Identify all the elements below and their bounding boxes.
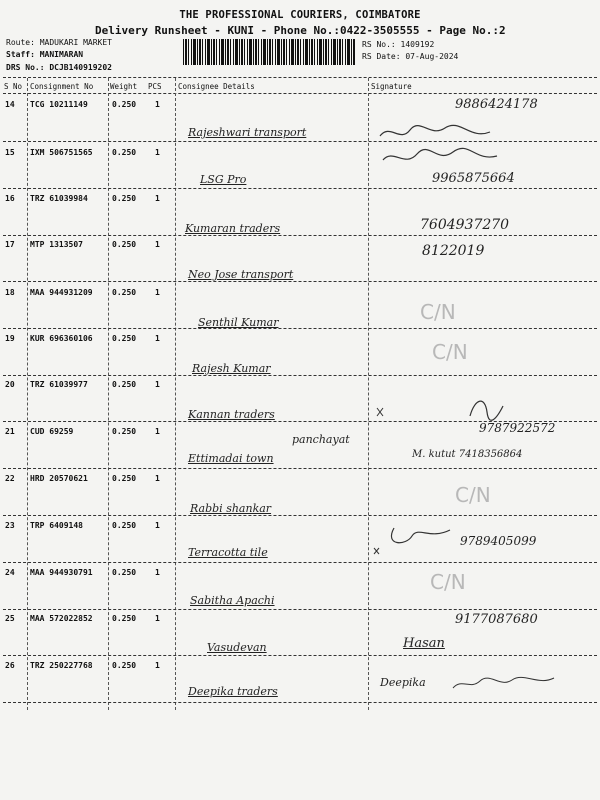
handwritten-phone: 9965875664 (432, 171, 515, 186)
row-consignment: KUR 696360106 (30, 334, 93, 343)
row-divider (3, 141, 597, 142)
handwritten-consignee: Terracotta tile (188, 546, 268, 559)
row-sno: 26 (5, 661, 15, 670)
route-line (6, 38, 112, 47)
signature-scribble (372, 516, 462, 556)
row-pcs: 1 (155, 427, 160, 436)
rs-date-value: 07-Aug-2024 (405, 52, 459, 61)
rs-date-label: RS Date: (362, 52, 401, 61)
col-pcs: PCS (148, 82, 162, 91)
row-divider (3, 281, 597, 282)
row-consignment: TCG 10211149 (30, 100, 88, 109)
row-consignment: HRD 20570621 (30, 474, 88, 483)
rs-no-label: RS No.: (362, 40, 396, 49)
row-divider (3, 235, 597, 236)
row-weight: 0.250 (112, 380, 137, 389)
row-pcs: 1 (155, 568, 160, 577)
row-sno: 19 (5, 334, 15, 343)
row-weight: 0.250 (112, 661, 137, 670)
row-weight: 0.250 (112, 614, 137, 623)
row-divider (3, 702, 597, 703)
staff-label: Staff: (6, 50, 35, 59)
row-sno: 23 (5, 521, 15, 530)
row-divider (3, 609, 597, 610)
handwritten-consignee: Rajesh Kumar (192, 362, 271, 375)
handwritten-phone: 7604937270 (420, 217, 510, 233)
row-sno: 24 (5, 568, 15, 577)
row-weight: 0.250 (112, 100, 137, 109)
row-divider (3, 328, 597, 329)
row-sno: 20 (5, 380, 15, 389)
row-weight: 0.250 (112, 568, 137, 577)
handwritten-consignee: Sabitha Apachi (190, 594, 275, 607)
row-pcs: 1 (155, 380, 160, 389)
row-pcs: 1 (155, 288, 160, 297)
column-divider (175, 78, 176, 710)
row-weight: 0.250 (112, 288, 137, 297)
cn-mark: C/N (430, 570, 466, 594)
column-divider (27, 78, 28, 710)
row-sno: 22 (5, 474, 15, 483)
staff-value: MANIMARAN (39, 50, 84, 59)
rs-date-line (362, 52, 458, 61)
row-pcs: 1 (155, 148, 160, 157)
row-pcs: 1 (155, 100, 160, 109)
row-pcs: 1 (155, 614, 160, 623)
row-pcs: 1 (155, 240, 160, 249)
handwritten-signature: Hasan (403, 636, 445, 651)
row-weight: 0.250 (112, 194, 137, 203)
row-divider (3, 468, 597, 469)
row-weight: 0.250 (112, 148, 137, 157)
col-consignment: Consignment No (30, 82, 94, 91)
row-pcs: 1 (155, 194, 160, 203)
row-divider (3, 515, 597, 516)
row-consignment: MAA 572022852 (30, 614, 93, 623)
handwritten-phone: 9787922572 (479, 421, 556, 435)
row-consignment: TRZ 61039977 (30, 380, 88, 389)
row-weight: 0.250 (112, 240, 137, 249)
row-consignment: MAA 944931209 (30, 288, 93, 297)
row-consignment: MTP 1313507 (30, 240, 83, 249)
drs-value: DCJB140919202 (49, 63, 112, 72)
row-weight: 0.250 (112, 427, 137, 436)
row-divider (3, 188, 597, 189)
handwritten-consignee: Kumaran traders (185, 222, 281, 235)
cn-mark: C/N (420, 300, 456, 324)
row-sno: 15 (5, 148, 15, 157)
handwritten-consignee: Neo Jose transport (188, 268, 294, 281)
row-weight: 0.250 (112, 474, 137, 483)
handwritten-phone: 8122019 (422, 243, 485, 259)
row-sno: 17 (5, 240, 15, 249)
row-divider (3, 655, 597, 656)
signature-scribble (375, 388, 515, 424)
company-title: THE PROFESSIONAL COURIERS, COIMBATORE (179, 9, 421, 21)
handwritten-phone: 9886424178 (455, 97, 538, 112)
drs-label: DRS No.: (6, 63, 45, 72)
row-consignment: MAA 944930791 (30, 568, 93, 577)
handwritten-consignee: panchayat (292, 433, 350, 446)
rs-no-value: 1409192 (400, 40, 435, 49)
handwritten-signature: Deepika (380, 676, 426, 689)
handwritten-consignee: Rabbi shankar (190, 502, 272, 515)
handwritten-consignee: Ettimadai town (188, 452, 274, 465)
row-sno: 16 (5, 194, 15, 203)
handwritten-phone: 9177087680 (455, 612, 538, 627)
row-consignment: IXM 506751565 (30, 148, 93, 157)
row-sno: 18 (5, 288, 15, 297)
col-consignee: Consignee Details (178, 82, 255, 91)
header-top-rule (3, 77, 597, 78)
row-consignment: CUD 69259 (30, 427, 74, 436)
row-divider (3, 375, 597, 376)
row-divider (3, 562, 597, 563)
row-consignment: TRP 6409148 (30, 521, 83, 530)
handwritten-consignee: Senthil Kumar (198, 316, 279, 329)
column-divider (108, 78, 109, 710)
route-label: Route: (6, 38, 35, 47)
row-pcs: 1 (155, 334, 160, 343)
col-sno: S No (4, 82, 23, 91)
header-bottom-rule (3, 93, 597, 94)
runsheet-subtitle: Delivery Runsheet - KUNI - Phone No.:0422-3505555 - Page No.:2 (95, 24, 506, 37)
row-pcs: 1 (155, 474, 160, 483)
row-sno: 21 (5, 427, 15, 436)
barcode (183, 39, 355, 65)
col-signature: Signature (371, 82, 412, 91)
row-sno: 25 (5, 614, 15, 623)
rs-no-line (362, 40, 434, 49)
row-sno: 14 (5, 100, 15, 109)
row-weight: 0.250 (112, 334, 137, 343)
cn-mark: C/N (455, 483, 491, 507)
handwritten-consignee: Deepika traders (188, 685, 278, 698)
row-weight: 0.250 (112, 521, 137, 530)
signature-scribble (375, 118, 505, 178)
handwritten-consignee: Vasudevan (207, 641, 267, 654)
handwritten-consignee: Rajeshwari transport (188, 126, 307, 139)
handwritten-phone: 9789405099 (460, 534, 537, 548)
drs-line (6, 63, 112, 72)
handwritten-phone: M. kutut 7418356864 (412, 449, 523, 460)
col-weight: Weight (110, 82, 138, 91)
staff-line (6, 50, 83, 59)
route-value: MADUKARI MARKET (39, 38, 112, 47)
row-consignment: TRZ 61039984 (30, 194, 88, 203)
handwritten-consignee: Kannan traders (188, 408, 275, 421)
signature-scribble (450, 672, 560, 694)
row-consignment: TRZ 250227768 (30, 661, 93, 670)
column-divider (368, 78, 369, 710)
row-pcs: 1 (155, 661, 160, 670)
row-pcs: 1 (155, 521, 160, 530)
cn-mark: C/N (432, 340, 468, 364)
handwritten-consignee: LSG Pro (200, 173, 247, 186)
